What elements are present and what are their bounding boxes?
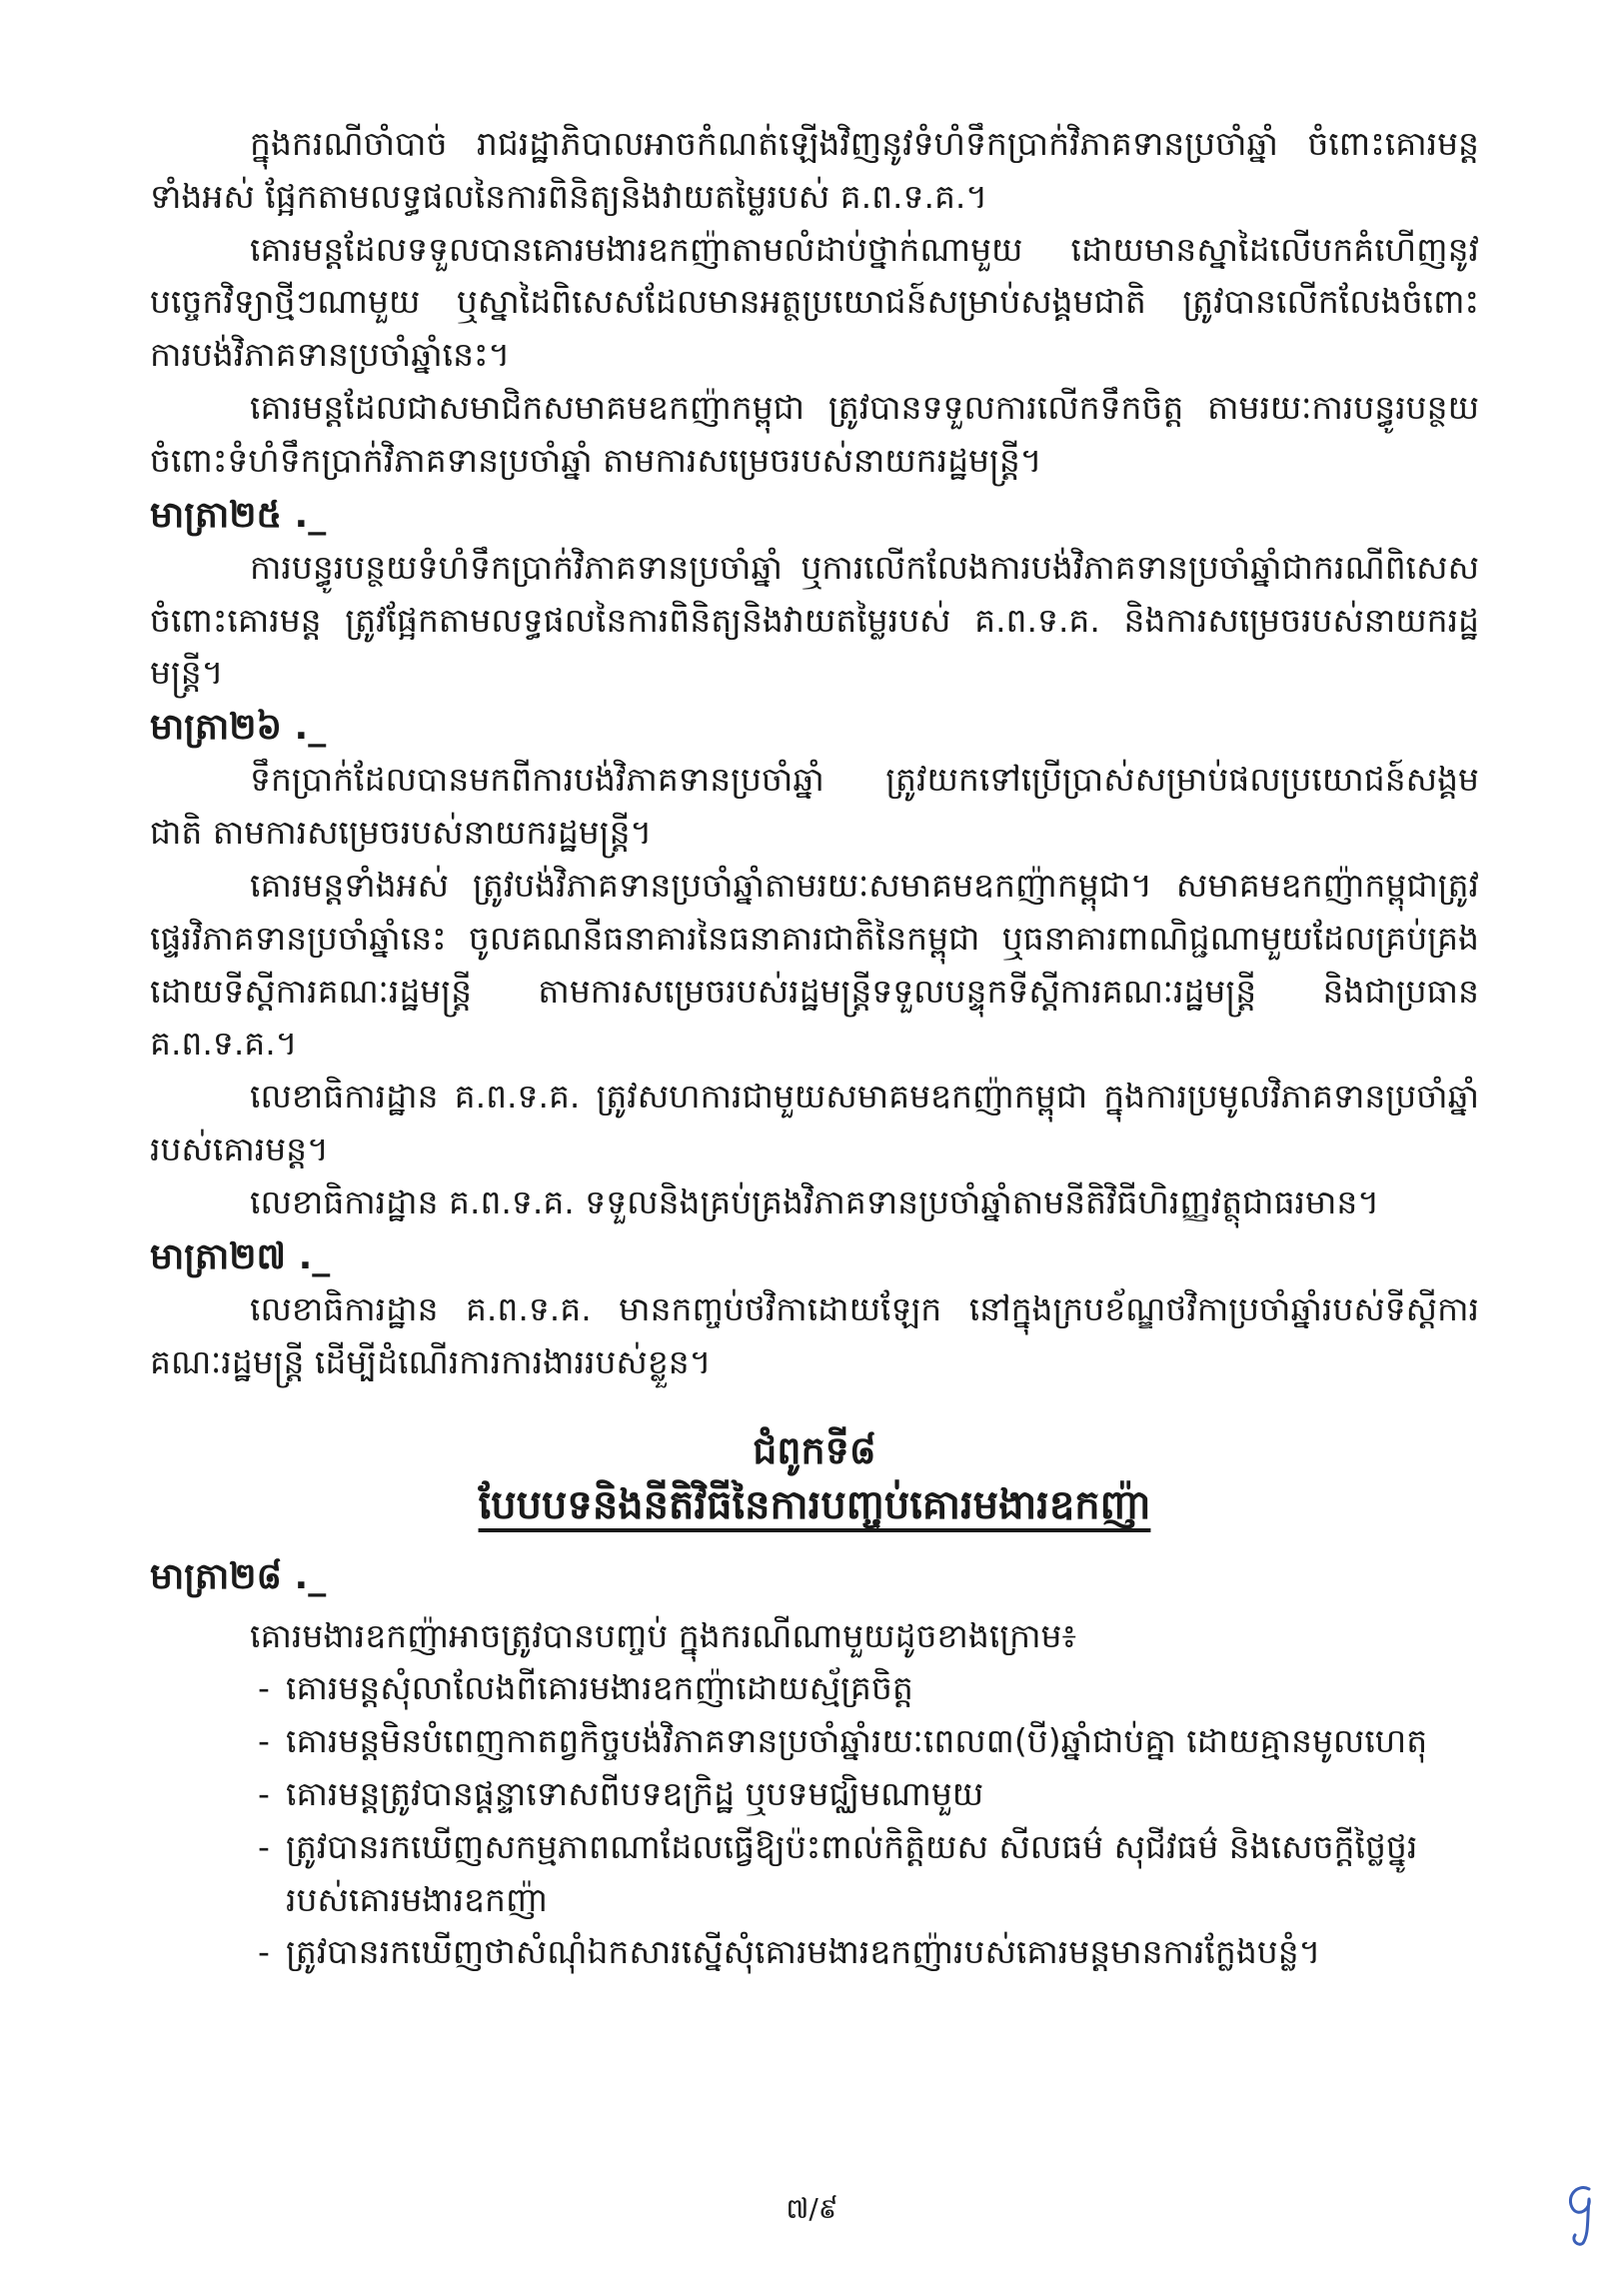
article-25-heading: មាត្រា២៥ ._ bbox=[150, 494, 327, 536]
list-item: - គោរមន្តសុំលាលែងពីគោរមងារឧកញ៉ាដោយស្ម័គ្រចិត្ត bbox=[258, 1662, 1479, 1715]
termination-conditions-list bbox=[150, 1662, 1479, 1979]
chapter-heading bbox=[150, 1424, 1479, 1533]
list-item: - គោរមន្តត្រូវបានផ្តន្ទាទោសពីបទឧក្រិដ្ឋ ឬបទមជ្ឈិមណាមួយ bbox=[258, 1768, 1479, 1821]
article-27-heading: មាត្រា២៧ ._ bbox=[150, 1235, 331, 1277]
handwritten-initials-icon bbox=[1559, 2179, 1605, 2249]
page-number: ៧/៩ bbox=[786, 2192, 838, 2225]
article-28-intro: គោរមងារឧកញ៉ាអាចត្រូវបានបញ្ចប់ ក្នុងករណីណាមួយដូចខាងក្រោម៖ bbox=[250, 1615, 1076, 1655]
chapter-title: បែបបទនិងនីតិវិធីនៃការបញ្ចប់គោរមងារឧកញ៉ា bbox=[478, 1482, 1151, 1529]
document-body bbox=[150, 118, 1479, 1979]
paragraph: គោរមន្តដែលទទួលបានគោរមងារឧកញ៉ាតាមលំដាប់ថ្នាក់ណាមួយ ដោយមានស្នាដៃលើបកគំហើញនូវបច្ចេកវិទ្យាថ្មីៗណាមួយ ឬស្នាដៃពិសេសដែលមានអត្ថប្រយោជន៍សម្រាប់សង្គមជាតិ ត្រូវបានលើកលែងចំពោះការបង់វិភាគទានប្រចាំឆ្នាំនេះ។ bbox=[150, 229, 1479, 375]
paragraph: ទឹកប្រាក់ដែលបានមកពីការបង់វិភាគទានប្រចាំឆ្នាំ ត្រូវយកទៅប្រើប្រាស់សម្រាប់ផលប្រយោជន៍សង្គមជាតិ តាមការសម្រេចរបស់នាយករដ្ឋមន្ត្រី។ bbox=[150, 760, 1479, 853]
list-item: - គោរមន្តមិនបំពេញកាតព្វកិច្ចបង់វិភាគទានប្រចាំឆ្នាំរយៈពេល៣(បី)ឆ្នាំជាប់គ្នា ដោយគ្មានមូលហេតុ bbox=[258, 1715, 1479, 1768]
paragraph: គោរមន្តដែលជាសមាជិកសមាគមឧកញ៉ាកម្ពុជា ត្រូវបានទទួលការលើកទឹកចិត្ត តាមរយៈការបន្ធូរបន្ថយចំពោះទំហំទឹកប្រាក់វិភាគទានប្រចាំឆ្នាំ តាមការសម្រេចរបស់នាយករដ្ឋមន្ត្រី។ bbox=[150, 387, 1479, 480]
paragraph: ក្នុងករណីចាំបាច់ រាជរដ្ឋាភិបាលអាចកំណត់ឡើងវិញនូវទំហំទឹកប្រាក់វិភាគទានប្រចាំឆ្នាំ ចំពោះគោរមន្តទាំងអស់ ផ្អែកតាមលទ្ធផលនៃការពិនិត្យនិងវាយតម្លៃរបស់ គ.ព.ទ.គ.។ bbox=[150, 124, 1479, 216]
paragraph: លេខាធិការដ្ឋាន គ.ព.ទ.គ. មានកញ្ចប់ថវិកាដោយឡែក នៅក្នុងក្របខ័ណ្ឌថវិកាប្រចាំឆ្នាំរបស់ទីស្តីការគណៈរដ្ឋមន្ត្រី ដើម្បីដំណើរការការងាររបស់ខ្លួន។ bbox=[150, 1288, 1479, 1381]
paragraph: លេខាធិការដ្ឋាន គ.ព.ទ.គ. ទទួលនិងគ្រប់គ្រងវិភាគទានប្រចាំឆ្នាំតាមនីតិវិធីហិរញ្ញវត្ថុជាធរមាន។ bbox=[250, 1181, 1380, 1221]
article-28-heading: មាត្រា២៨ ._ bbox=[150, 1556, 327, 1598]
list-item: - ត្រូវបានរកឃើញថាសំណុំឯកសារស្នើសុំគោរមងារឧកញ៉ារបស់គោរមន្តមានការក្លែងបន្លំ។ bbox=[258, 1926, 1479, 1979]
list-item: - ត្រូវបានរកឃើញសកម្មភាពណាដែលធ្វើឱ្យប៉ះពាល់កិត្តិយស សីលធម៌ សុជីវធម៌ និងសេចក្តីថ្លៃថ្នូររបស់គោរមងារឧកញ៉ា bbox=[258, 1821, 1479, 1927]
paragraph: គោរមន្តទាំងអស់ ត្រូវបង់វិភាគទានប្រចាំឆ្នាំតាមរយៈសមាគមឧកញ៉ាកម្ពុជា។ សមាគមឧកញ៉ាកម្ពុជាត្រូវផ្ទេរវិភាគទានប្រចាំឆ្នាំនេះ ចូលគណនីធនាគារនៃធនាគារជាតិនៃកម្ពុជា ឬធនាគារពាណិជ្ជណាមួយដែលគ្រប់គ្រងដោយទីស្តីការគណៈរដ្ឋមន្ត្រី តាមការសម្រេចរបស់រដ្ឋមន្ត្រីទទួលបន្ទុកទីស្តីការគណៈរដ្ឋមន្ត្រី និងជាប្រធាន គ.ព.ទ.គ.។ bbox=[150, 865, 1479, 1064]
chapter-number: ជំពូកទី៨ bbox=[753, 1428, 876, 1473]
paragraph: ការបន្ធូរបន្ថយទំហំទឹកប្រាក់វិភាគទានប្រចាំឆ្នាំ ឬការលើកលែងការបង់វិភាគទានប្រចាំឆ្នាំជាករណីពិសេសចំពោះគោរមន្ត ត្រូវផ្អែកតាមលទ្ធផលនៃការពិនិត្យនិងវាយតម្លៃរបស់ គ.ព.ទ.គ. និងការសម្រេចរបស់នាយករដ្ឋមន្ត្រី។ bbox=[150, 547, 1479, 693]
article-26-heading: មាត្រា២៦ ._ bbox=[150, 707, 327, 749]
paragraph: លេខាធិការដ្ឋាន គ.ព.ទ.គ. ត្រូវសហការជាមួយសមាគមឧកញ៉ាកម្ពុជា ក្នុងការប្រមូលវិភាគទានប្រចាំឆ្នាំរបស់គោរមន្ត។ bbox=[150, 1077, 1479, 1168]
